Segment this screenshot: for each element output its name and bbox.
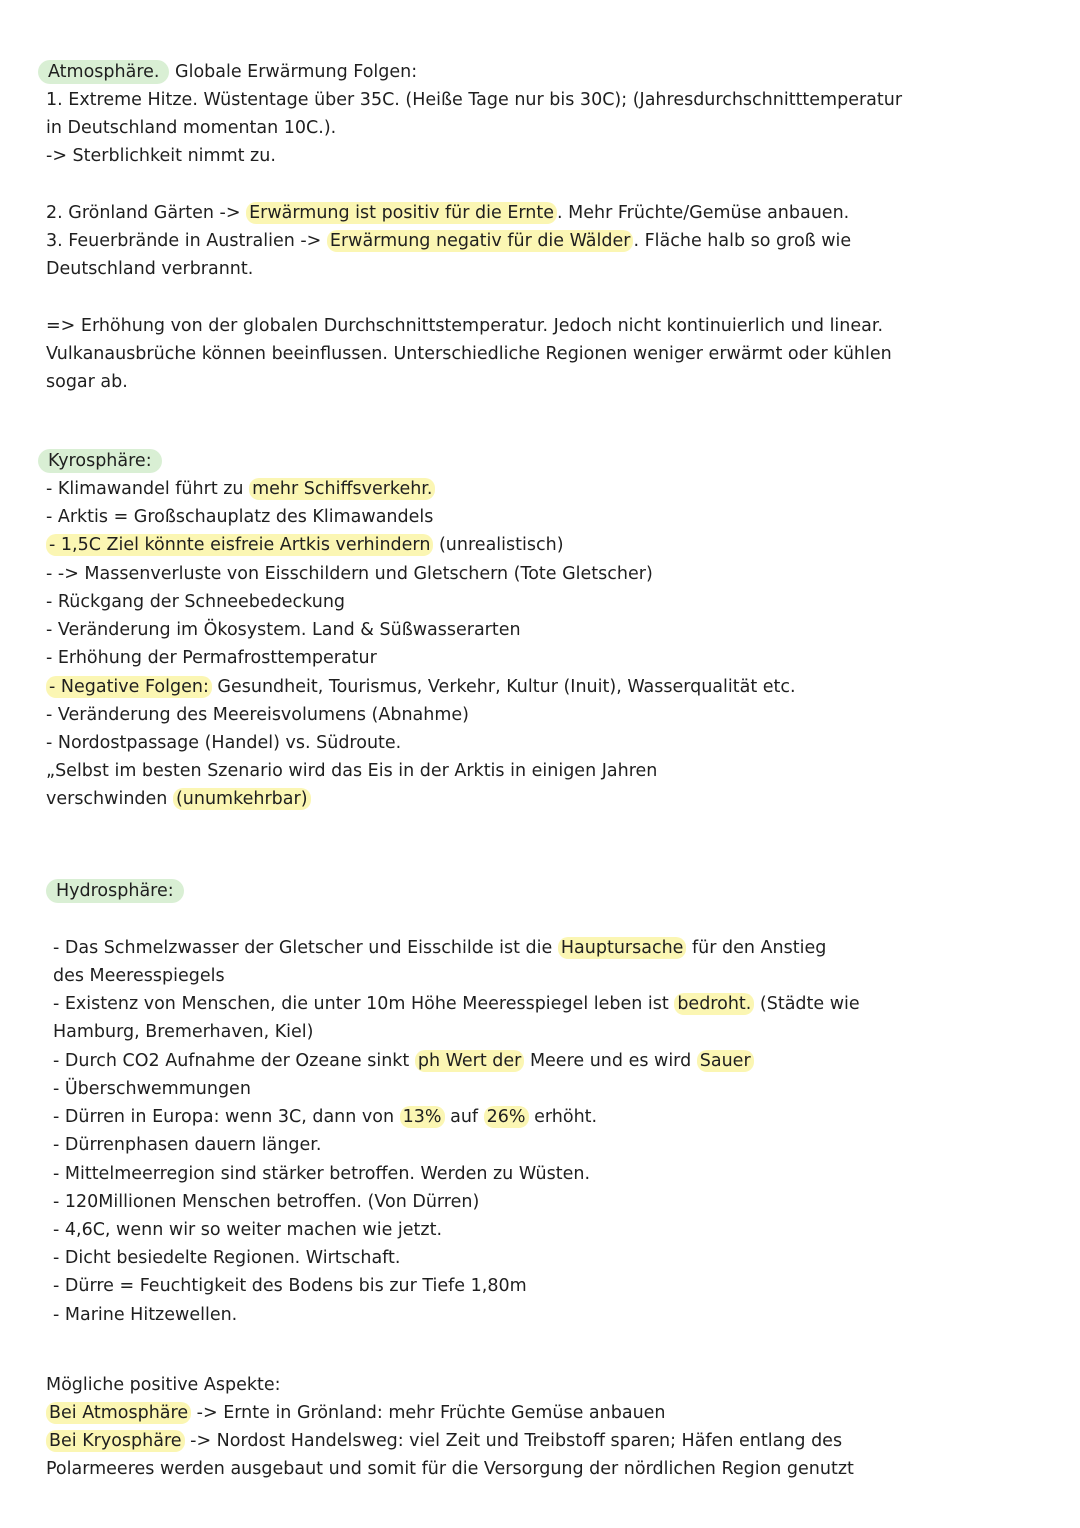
atmosphere-line-4 <box>46 201 849 225</box>
hydrosphere-item-1 <box>53 936 826 960</box>
text: (Städte wie <box>754 994 860 1014</box>
atmosphere-line-7: => Erhöhung von der globalen Durchschnittstemperatur. Jedoch nicht kontinuierlich und linear. <box>46 316 884 336</box>
hydrosphere-item-1-cont: des Meeresspiegels <box>53 966 225 986</box>
text: - Klimawandel führt zu <box>46 479 250 499</box>
hydrosphere-item-7: - Mittelmeerregion sind stärker betroffen. Werden zu Wüsten. <box>53 1164 591 1184</box>
highlight: Erwärmung ist positiv für die Ernte <box>246 202 557 224</box>
hydrosphere-item-3 <box>53 1049 754 1073</box>
positives-line-3: Polarmeeres werden ausgebaut und somit für die Versorgung der nördlichen Region genutzt <box>46 1459 854 1479</box>
highlight: Bei Kryosphäre <box>46 1430 185 1452</box>
text: . Mehr Früchte/Gemüse anbauen. <box>557 203 850 223</box>
highlight: Erwärmung negativ für die Wälder <box>327 230 634 252</box>
hydrosphere-item-6: - Dürrenphasen dauern länger. <box>53 1135 322 1155</box>
text: - Existenz von Menschen, die unter 10m Höhe Meeresspiegel leben ist <box>53 994 675 1014</box>
hydrosphere-item-12: - Marine Hitzewellen. <box>53 1305 238 1325</box>
cryosphere-quote-1: „Selbst im besten Szenario wird das Eis in der Arktis in einigen Jahren <box>46 761 658 781</box>
atmosphere-line-2: in Deutschland momentan 10C.). <box>46 118 337 138</box>
atmosphere-line-1: 1. Extreme Hitze. Wüstentage über 35C. (Heiße Tage nur bis 30C); (Jahresdurchschnitttemperatur <box>46 90 903 110</box>
text: Gesundheit, Tourismus, Verkehr, Kultur (Inuit), Wasserqualität etc. <box>211 677 796 697</box>
cryosphere-item-5: - Rückgang der Schneebedeckung <box>46 592 346 612</box>
positives-line-2 <box>46 1429 842 1453</box>
cryosphere-item-2: - Arktis = Großschauplatz des Klimawandels <box>46 507 434 527</box>
atmosphere-line-9: sogar ab. <box>46 372 128 392</box>
text: - Das Schmelzwasser der Gletscher und Eisschilde ist die <box>53 938 558 958</box>
hydrosphere-item-11: - Dürre = Feuchtigkeit des Bodens bis zur Tiefe 1,80m <box>53 1276 527 1296</box>
atmosphere-heading: Atmosphäre. <box>38 60 169 84</box>
cryosphere-item-9: - Veränderung des Meereisvolumens (Abnahme) <box>46 705 469 725</box>
highlight: (unumkehrbar) <box>173 788 311 810</box>
hydrosphere-item-2-cont: Hamburg, Bremerhaven, Kiel) <box>53 1022 314 1042</box>
cryosphere-heading-line <box>46 449 162 473</box>
text: - Dürren in Europa: wenn 3C, dann von <box>53 1107 400 1127</box>
highlight: mehr Schiffsverkehr. <box>249 478 435 500</box>
cryosphere-heading: Kyrosphäre: <box>38 449 162 473</box>
atmosphere-heading-line <box>46 60 417 84</box>
atmosphere-line-5 <box>46 229 851 253</box>
hydrosphere-item-5 <box>53 1105 597 1129</box>
text: erhöht. <box>528 1107 598 1127</box>
highlight: bedroht. <box>674 993 754 1015</box>
text: 3. Feuerbrände in Australien -> <box>46 231 327 251</box>
cryosphere-quote-2 <box>46 787 311 811</box>
text: -> Nordost Handelsweg: viel Zeit und Treibstoff sparen; Häfen entlang des <box>184 1431 843 1451</box>
highlight: - 1,5C Ziel könnte eisfreie Artkis verhindern <box>46 534 433 556</box>
atmosphere-line-3: -> Sterblichkeit nimmt zu. <box>46 146 276 166</box>
cryosphere-item-8 <box>46 675 796 699</box>
text: -> Ernte in Grönland: mehr Früchte Gemüse anbauen <box>191 1403 666 1423</box>
cryosphere-item-6: - Veränderung im Ökosystem. Land & Süßwasserarten <box>46 620 521 640</box>
text: Meere und es wird <box>524 1051 697 1071</box>
highlight: 26% <box>484 1106 529 1128</box>
highlight: ph Wert der <box>415 1050 525 1072</box>
highlight: Sauer <box>697 1050 754 1072</box>
positives-line-1 <box>46 1401 666 1425</box>
cryosphere-item-1 <box>46 477 435 501</box>
cryosphere-item-3 <box>46 533 564 557</box>
cryosphere-item-4: - -> Massenverluste von Eisschildern und Gletschern (Tote Gletscher) <box>46 564 653 584</box>
text: 2. Grönland Gärten -> <box>46 203 247 223</box>
atmosphere-line-8: Vulkanausbrüche können beeinflussen. Unterschiedliche Regionen weniger erwärmt oder kühlen <box>46 344 892 364</box>
positives-heading: Mögliche positive Aspekte: <box>46 1375 281 1395</box>
text: für den Anstieg <box>686 938 827 958</box>
text: verschwinden <box>46 789 173 809</box>
text: - Durch CO2 Aufnahme der Ozeane sinkt <box>53 1051 415 1071</box>
highlight: 13% <box>400 1106 445 1128</box>
highlight: Bei Atmosphäre <box>46 1402 191 1424</box>
text: . Fläche halb so groß wie <box>633 231 852 251</box>
highlight: Hauptursache <box>558 937 687 959</box>
hydrosphere-item-2 <box>53 992 860 1016</box>
cryosphere-item-7: - Erhöhung der Permafrosttemperatur <box>46 648 377 668</box>
hydrosphere-heading: Hydrosphäre: <box>46 879 184 903</box>
atmosphere-line-6: Deutschland verbrannt. <box>46 259 254 279</box>
text: (unrealistisch) <box>433 535 564 555</box>
hydrosphere-item-8: - 120Millionen Menschen betroffen. (Von Dürren) <box>53 1192 480 1212</box>
text: auf <box>444 1107 484 1127</box>
atmosphere-heading-rest: Globale Erwärmung Folgen: <box>169 62 418 82</box>
hydrosphere-item-4: - Überschwemmungen <box>53 1079 251 1099</box>
hydrosphere-item-10: - Dicht besiedelte Regionen. Wirtschaft. <box>53 1248 401 1268</box>
highlight: - Negative Folgen: <box>46 676 212 698</box>
hydrosphere-heading-line <box>54 879 184 903</box>
hydrosphere-item-9: - 4,6C, wenn wir so weiter machen wie jetzt. <box>53 1220 443 1240</box>
cryosphere-item-10: - Nordostpassage (Handel) vs. Südroute. <box>46 733 402 753</box>
